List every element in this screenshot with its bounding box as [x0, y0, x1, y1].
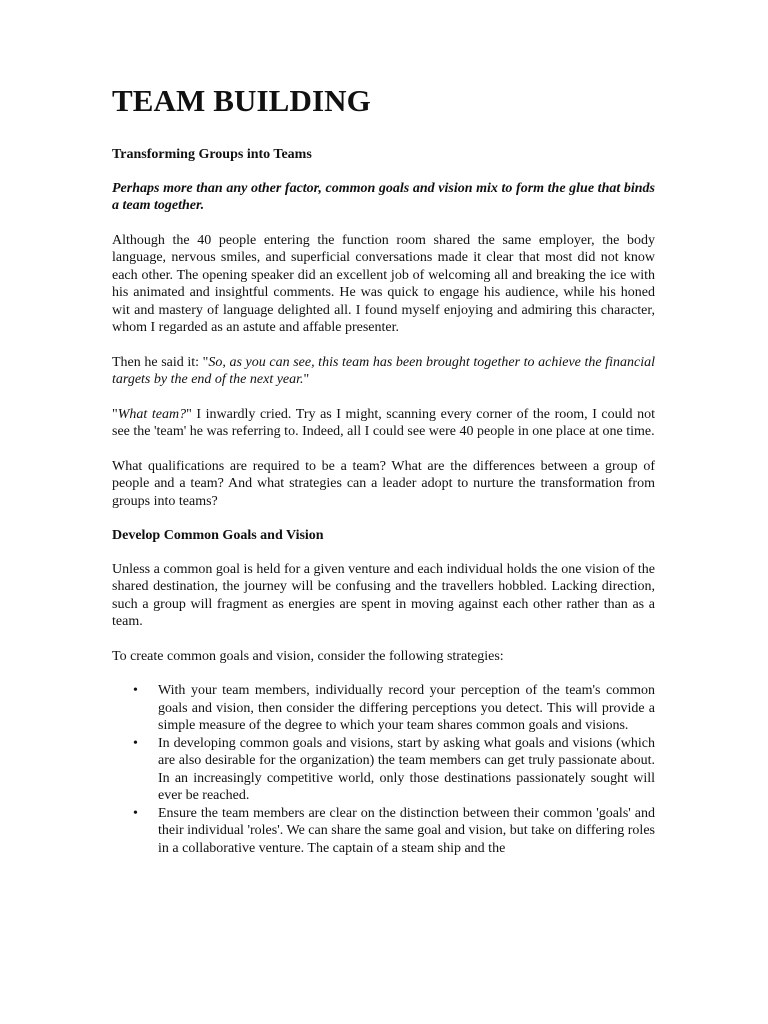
document-subtitle: Transforming Groups into Teams [112, 147, 312, 162]
bullet-icon: • [133, 735, 138, 751]
document-body [112, 146, 655, 857]
list-item [112, 805, 655, 858]
speaker-quote: So, as you can see, this team has been brought together to achieve the financial targets by the end of the next year. [112, 354, 655, 387]
paragraph-speaker-quote [112, 354, 655, 389]
paragraph-function-room: Although the 40 people entering the function room shared the same employer, the body language, nervous smiles, and superficial conversations made it clear that most did not know each other. The opening speaker did an excellent job of welcoming all and breaking the ice with his animated and insightful comments. He was quick to engage his audience, while his honed wit and mastery of language delighted all. I found myself enjoying and admiring this character, whom I regarded as an astute and affable presenter. [112, 232, 655, 335]
what-team-rest: " I inwardly cried. Try as I might, scanning every corner of the room, I could not see the 'team' he was referring to. Indeed, all I could see were 40 people in one place at one time. [112, 406, 656, 439]
paragraph-what-team [112, 406, 655, 441]
list-item [112, 682, 655, 735]
list-item-text: In developing common goals and visions, start by asking what goals and visions (which are also desirable for the organization) the team members can get truly passionate about. In an increasingly competitive world, only those destinations passionately sought will ever be reached. [158, 735, 655, 803]
document-title: TEAM BUILDING [112, 83, 371, 118]
quote-open-text: " [112, 406, 118, 422]
lead-paragraph: Perhaps more than any other factor, common goals and vision mix to form the glue that binds a team together. [112, 180, 655, 213]
list-item [112, 735, 655, 805]
list-item-text: Ensure the team members are clear on the distinction between their common 'goals' and their individual 'roles'. We can share the same goal and vision, but take on differing roles in a collaborative venture. The captain of a steam ship and the [158, 805, 655, 856]
strategies-list [112, 682, 655, 857]
bullet-icon: • [133, 683, 138, 698]
list-item-text: With your team members, individually record your perception of the team's common goals and vision, then consider the differing perceptions you detect. This will provide a simple measure of the degree to which your team shares common goals and visions. [158, 683, 655, 733]
paragraph-questions: What qualifications are required to be a team? What are the differences between a group of people and a team? And what strategies can a leader adopt to nurture the transformation from groups into teams? [112, 458, 655, 509]
section-heading: Develop Common Goals and Vision [112, 528, 324, 543]
bullet-icon: • [133, 805, 138, 821]
paragraph-strategies-intro: To create common goals and vision, consider the following strategies: [112, 648, 504, 664]
quote-close-text: " [303, 372, 310, 387]
what-team-quote: What team? [117, 406, 187, 422]
paragraph-common-goal: Unless a common goal is held for a given venture and each individual holds the one vision of the shared destination, the journey will be confusing and the travellers hobbled. Lacking direction, such a group will fragment as energies are spent in moving against each other rather than as a team. [112, 561, 655, 629]
quote-open-text: Then he said it: " [112, 354, 209, 370]
